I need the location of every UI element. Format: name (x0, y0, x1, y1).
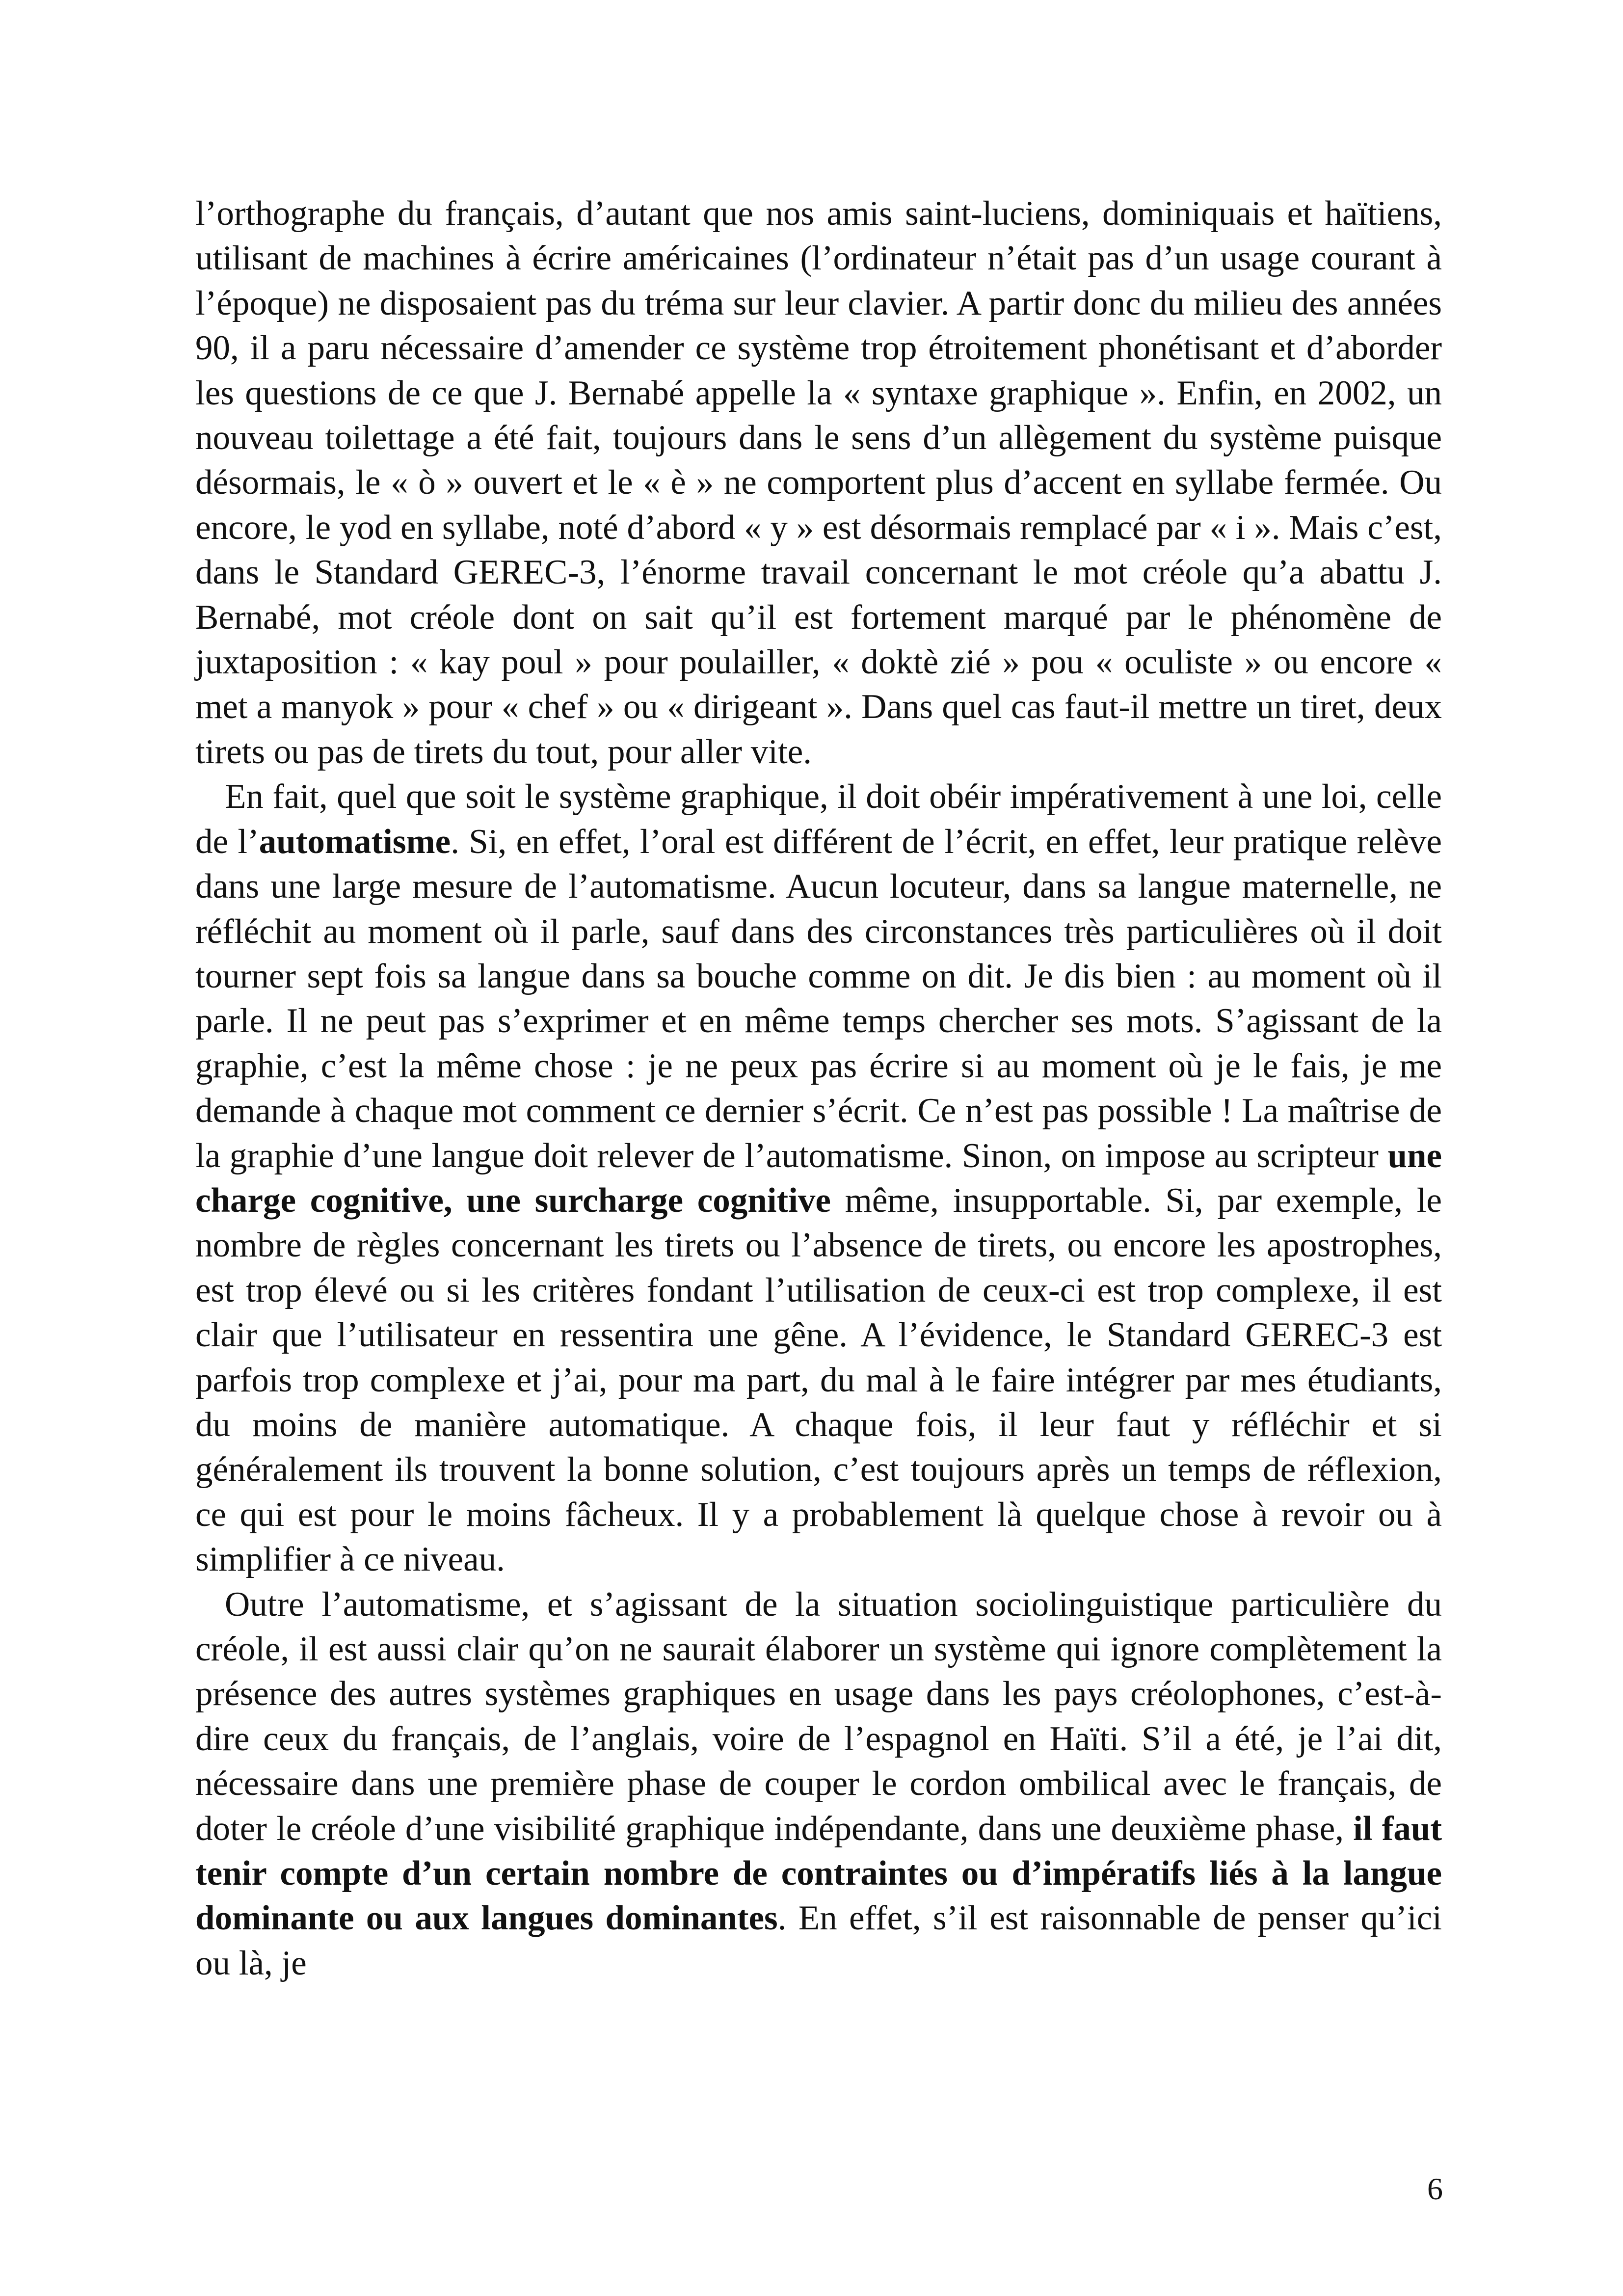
emphasis-automatisme: automatisme (259, 822, 451, 861)
paragraph-2-text-b: . Si, en effet, l’oral est différent de l’écrit, en effet, leur pratique relève dans une large mesure de l’automatisme. Aucun locuteur, dans sa langue maternelle, ne réfléchit au moment où il parle, sauf dans des circonstances très particulières où il doit tourner sept fois sa langue dans sa bouche comme on dit. Je dis bien : au moment où il parle. Il ne peut pas s’exprimer et en même temps chercher ses mots. S’agissant de la graphie, c’est la même chose : je ne peux pas écrire si au moment où je le fais, je me demande à chaque mot comment ce dernier s’écrit. Ce n’est pas possible ! La maîtrise de la graphie d’une langue doit relever de l’automatisme. Sinon, on impose au scripteur (195, 822, 1442, 1175)
body-text (195, 191, 1442, 1986)
paragraph-2-text-c: même, insupportable. Si, par exemple, le nombre de règles concernant les tirets ou l’absence de tirets, ou encore les apostrophes, est trop élevé ou si les critères fondant l’utilisation de ceux-ci est trop complexe, il est clair que l’utilisateur en ressentira une gêne. A l’évidence, le Standard GEREC-3 est parfois trop complexe et j’ai, pour ma part, du mal à le faire intégrer par mes étudiants, du moins de manière automatique. A chaque fois, il leur faut y réfléchir et si généralement ils trouvent la bonne solution, c’est toujours après un temps de réflexion, ce qui est pour le moins fâcheux. Il y a probablement là quelque chose à revoir ou à simplifier à ce niveau. (195, 1181, 1442, 1579)
emphasis-charge-cognitive: une charge cognitive, une surcharge cognitive (195, 1136, 1442, 1220)
page-number: 6 (1427, 2171, 1443, 2206)
paragraph-1-text: l’orthographe du français, d’autant que nos amis saint-luciens, dominiquais et haïtiens, utilisant de machines à écrire américaines (l’ordinateur n’était pas d’un usage courant à l’époque) ne disposaient pas du tréma sur leur clavier. A partir donc du milieu des années 90, il a paru nécessaire d’amender ce système trop étroitement phonétisant et d’aborder les questions de ce que J. Bernabé appelle la « syntaxe graphique ». Enfin, en 2002, un nouveau toilettage a été fait, toujours dans le sens d’un allègement du système puisque désormais, le « ò » ouvert et le « è » ne comportent plus d’accent en syllabe fermée. Ou encore, le yod en syllabe, noté d’abord « y » est désormais remplacé par « i ». Mais c’est, dans le Standard GEREC-3, l’énorme travail concernant le mot créole qu’a abattu J. Bernabé, mot créole dont on sait qu’il est fortement marqué par le phénomène de juxtaposition : « kay poul » pour poulailler, « doktè zié » pou « oculiste » ou encore « met a manyok » pour « chef » ou « dirigeant ». Dans quel cas faut-il mettre un tiret, deux tirets ou pas de tirets du tout, pour aller vite. (195, 194, 1442, 771)
paragraph-2-text-a: En fait, quel que soit le système graphique, il doit obéir impérativement à une loi, celle de l’ (195, 777, 1442, 861)
paragraph-3 (195, 1582, 1442, 1986)
paragraph-3-text-b: . En effet, s’il est raisonnable de penser qu’ici ou là, je (195, 1899, 1442, 1982)
emphasis-contraintes: il faut tenir compte d’un certain nombre de contraintes ou d’impératifs liés à la langue dominante ou aux langues dominantes (195, 1809, 1442, 1938)
paragraph-2 (195, 774, 1442, 1582)
paragraph-3-text-a: Outre l’automatisme, et s’agissant de la situation sociolinguistique particulière du créole, il est aussi clair qu’on ne saurait élaborer un système qui ignore complètement la présence des autres systèmes graphiques en usage dans les pays créolophones, c’est-à-dire ceux du français, de l’anglais, voire de l’espagnol en Haïti. S’il a été, je l’ai dit, nécessaire dans une première phase de couper le cordon ombilical avec le français, de doter le créole d’une visibilité graphique indépendante, dans une deuxième phase, (195, 1585, 1442, 1848)
paragraph-1 (195, 191, 1442, 774)
